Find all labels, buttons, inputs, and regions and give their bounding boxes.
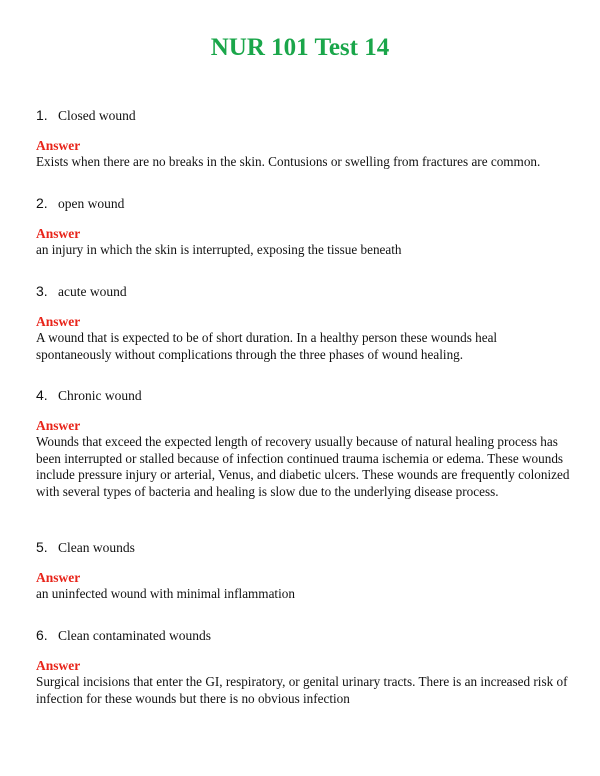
question-number: 6. — [36, 627, 48, 643]
answer-label: Answer — [36, 138, 81, 153]
answer-label: Answer — [36, 314, 81, 329]
answer-label: Answer — [36, 418, 81, 433]
question-text: open wound — [58, 196, 125, 211]
document-title: NUR 101 Test 14 — [210, 34, 390, 61]
answer-text: Exists when there are no breaks in the skin. Contusions or swelling from fractures are common. — [36, 154, 541, 169]
qa-item-6 — [36, 626, 572, 707]
question-number: 2. — [36, 195, 48, 211]
question-number: 3. — [36, 283, 48, 299]
answer-label: Answer — [36, 226, 81, 241]
question-text: Clean contaminated wounds — [58, 628, 211, 643]
question — [36, 282, 572, 301]
question-text: Clean wounds — [58, 540, 135, 555]
question-text: acute wound — [58, 284, 127, 299]
qa-item-5 — [36, 538, 572, 603]
answer-text: Surgical incisions that enter the GI, respiratory, or genital urinary tracts. There is an increased risk of infection for these wounds but there is no obvious infection — [36, 674, 568, 706]
question — [36, 538, 572, 557]
question — [36, 626, 572, 645]
question-number: 4. — [36, 387, 48, 403]
question — [36, 106, 572, 125]
question-text: Closed wound — [58, 108, 136, 123]
qa-item-4 — [36, 386, 572, 500]
question-text: Chronic wound — [58, 388, 142, 403]
question-number: 1. — [36, 107, 48, 123]
answer-label: Answer — [36, 570, 81, 585]
question-number: 5. — [36, 539, 48, 555]
qa-item-2 — [36, 194, 572, 259]
answer-text: A wound that is expected to be of short duration. In a healthy person these wounds heal spontaneously without complications through the three phases of wound healing. — [36, 330, 498, 362]
question — [36, 194, 572, 213]
qa-item-3 — [36, 282, 572, 363]
qa-item-1 — [36, 106, 572, 171]
answer-label: Answer — [36, 658, 81, 673]
answer-text: an uninfected wound with minimal inflammation — [36, 586, 295, 601]
question — [36, 386, 572, 405]
answer-text: Wounds that exceed the expected length of recovery usually because of natural healing process has been interrupted or stalled because of infection continued trauma ischemia or edema. These wounds include pressure injury or arterial, Venus, and diabetic ulcers. These wounds are frequently colonized with several types of bacteria and healing is slow due to the underlying disease process. — [36, 434, 570, 499]
answer-text: an injury in which the skin is interrupted, exposing the tissue beneath — [36, 242, 402, 257]
